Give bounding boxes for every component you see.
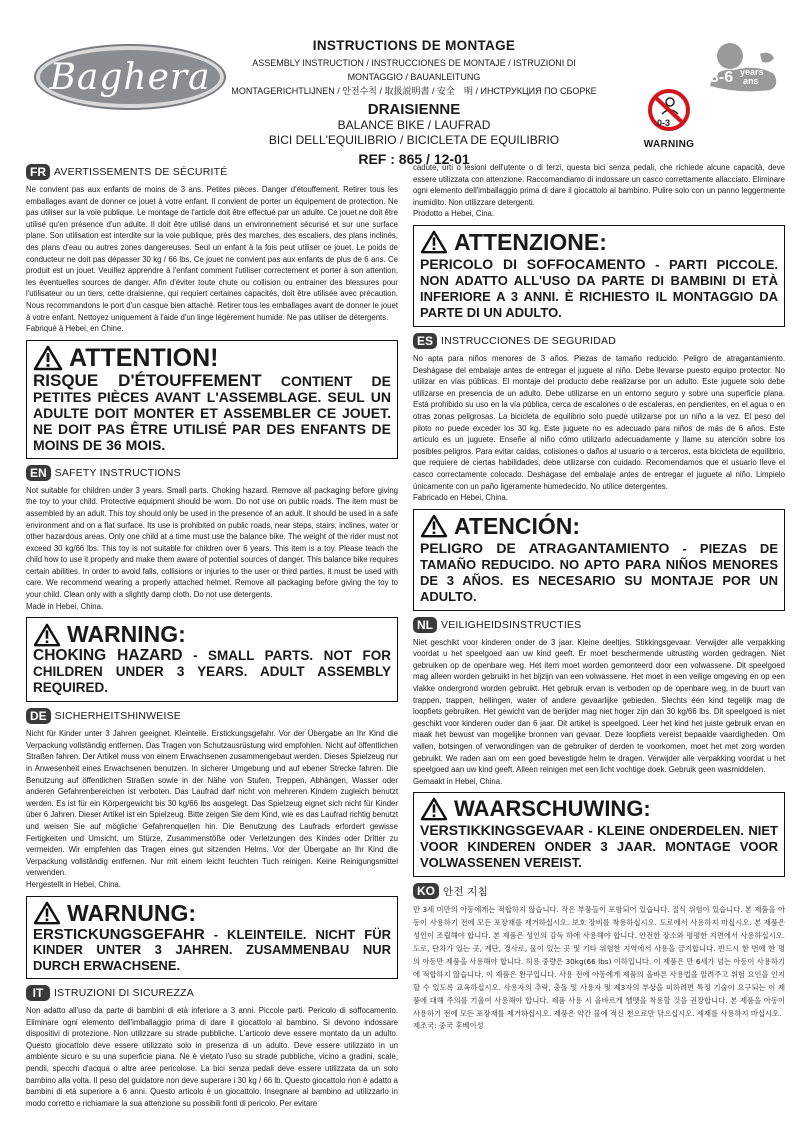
warning-triangle-icon [33, 345, 63, 371]
ko-badge: KO [413, 883, 439, 899]
ko-safety-text: 만 3세 미만의 아동에게는 적합하지 않습니다. 작은 부품들이 포함되어 있습니다. 질식 위험이 있습니다. 본 제품을 아동이 사용하기 전에 모든 포장재를 제거하십시오. 보호 장비를 착용하십시오. 도로에서 사용하지 마십시오. 본 제품은 성인이 조립해야 합니다. 본 제품은 성인의 감독 하에 사용해야 합니다. 안전한 장소와 평평한 지면에서 사용하십시오. 도로, 단차가 있는 곳, 계단, 경사로, 물이 있는 곳 및 기타 위험한 지역에서 사용을 금지합니다. 반드시 한 번에 한 명의 아동만 제품을 사용해야 합니다. 허용 중량은 30kg(66 lbs) 이하입니다. 이 제품은 만 6세가 넘는 아동이 사용하기에 적합하지 않습니다. 이 제품은 완구입니다. 사용 전에 아동에게 제품의 올바른 사용법을 알려주고 위험 요인을 인지할 수 있도록 교육하십시오. 사용자의 추락, 충돌 및 사용자 및 제3자의 부상을 피하려면 특정 기술이 요구되는 이 제품에 대해 주의를 기울여 사용해야 합니다. 제품 사용 시 올바르게 헬멧을 착용할 것을 권장합니다. 본 제품을 아동이 사용하기 전에 모든 포장재를 제거하십시오. 제품은 약간 물에 적신 천으로만 닦으십시오. 세제를 사용하지 마십시오. [413, 905, 785, 1019]
warning-triangle-icon [420, 230, 448, 254]
age-unit-ans: ans [743, 76, 759, 86]
ko-made-in: 제조국: 중국 후베이성 [413, 1021, 484, 1031]
de-badge: DE [26, 708, 51, 724]
es-badge: ES [413, 333, 437, 349]
de-warning-heading: WARNUNG: [67, 899, 197, 926]
nl-warning-rest: - KLEINE ONDERDELEN. NIET VOOR KINDEREN ONDER 3 JAAR. MONTAGE VOOR VOLWASSENEN VEREIST. [420, 823, 778, 871]
nl-warning-box [413, 792, 785, 877]
nl-section-header [413, 617, 785, 633]
product-line-2: BICI DELL'EQUILIBRIO / BICICLETA DE EQUILIBRIO [268, 133, 560, 147]
child-silhouette-icon [700, 40, 784, 96]
de-safety-text: Nicht für Kinder unter 3 Jahren geeignet. Kleinteile. Erstickungsgefahr. Vor der Übergabe an Ihr Kind die Verpackung vollständig entfernen. Das Tragen von Schutzausrüstung wird empfohlen. Nicht auf öffentlichen Straßen fahren. Der Artikel muss von einem Erwachsenen zusammengebaut werden. Dieses Spielzeug nur in Anwesenheit eines Erwachsenen benutzen. In sicherer Umgebung und auf ebener Strecke fahren. Die Benutzung auf öffentlichen Straßen sowie in der Nähe von Stufen, Treppen, Abhängen, Wasser oder anderen Gefahrenbereichen ist verboten. Das Laufrad darf nicht von mehreren Kindern zugleich benutzt werden. Es ist für ein Körpergewicht bis 30 kg/66 lbs ausgelegt. Das Spielzeug eignet sich nicht für Kinder über 6 Jahren. Dieser Artikel ist ein Spielzeug. Bitte zeigen Sie dem Kind, wie es das Laufrad richtig benutzt und weisen Sie auf mögliche Gefahrenquellen hin. Die Benutzung des Laufrads erfordert gewisse Fertigkeiten und Umsicht, um Stürze, Zusammenstöße oder Verletzungen des Kindes oder Dritter zu vermeiden. Wir empfehlen das Tragen eines gut sitzenden Helms. Vor der Übergabe an Ihr Kind die Verpackung vollständig entfernen. Nur mit einem leicht feuchten Tuch reinigen. Keine Reinigungsmittel verwenden. [26, 729, 398, 878]
it-warning-title [420, 229, 778, 256]
fr-warning-box [26, 340, 398, 459]
de-warning-rest: - KLEINTEILE. NICHT FÜR KINDER UNTER 3 JAHREN. ZUSAMMENBAU NUR DURCH ERWACHSENE. [33, 926, 391, 973]
subtitle-line-2: MONTAGERICHTLIJNEN / 안전수칙 / 取扱説明書 / 安全 明 / ИНСТРУКЦИЯ ПО СБОРКЕ [231, 86, 597, 96]
ko-section-title: 안전 지침 [443, 885, 488, 898]
de-warning-desc [33, 927, 391, 974]
right-column [413, 162, 785, 1032]
warning-triangle-icon [420, 514, 448, 538]
product-line-1: BALANCE BIKE / LAUFRAD [337, 118, 491, 132]
warning-triangle-icon [420, 797, 448, 821]
age-warning-sign [642, 88, 696, 148]
en-section-title: SAFETY INSTRUCTIONS [54, 466, 181, 479]
page-title: INSTRUCTIONS DE MONTAGE [312, 38, 516, 53]
de-section-title: SICHERHEITSHINWEISE [54, 710, 181, 723]
warning-triangle-icon [33, 623, 61, 647]
en-section-header [26, 465, 398, 481]
fr-warning-desc [33, 370, 392, 453]
fr-section-title: AVERTISSEMENTS DE SÉCURITÉ [54, 166, 228, 178]
es-warning-heading: ATENCIÓN: [454, 512, 581, 539]
subtitle-line-1: ASSEMBLY INSTRUCTION / INSTRUCCIONES DE MONTAJE / ISTRUZIONI DI MONTAGGIO / BAUANLEITUNG [252, 58, 576, 82]
de-warning-title [33, 900, 391, 927]
it-badge: IT [26, 985, 50, 1001]
age-range: 3-6 [710, 69, 734, 86]
en-warning-box [26, 617, 398, 702]
fr-safety-text: Ne convient pas aux enfants de moins de 3 ans. Petites pièces. Danger d'étouffement. Retirer tous les emballages avant de donner ce jouet à votre enfant. Il convient de porter un équipement de protection. Ne pas utiliser sur la voie publique. Le montage de l'article doit être effectué par un adulte. Ce jouet ne doit être utilisé qu'en présence d'un adulte. Il doit être utilisé dans un environnement sécurisé et sur une surface plane. Son utilisation est interdite sur la voie publique, près des marches, des escaliers, des plans inclinés, des plans d'eau ou autres zones dangereuses. Seul un enfant à la fois peut utiliser ce jouet. Le poids de conducteur ne doit pas dépasser 30 kg / 66 lbs. Ce jouet ne convient pas aux enfants de plus de 6 ans. Ce produit est un jouet. Veuillez apprendre à l'enfant comment l'utiliser correctement et porter à son attention, les éventuelles sources de danger. Afin d'éviter toute chute ou collision ou entrainer des blessures pour l'utilisateur ou un tiers, cette draisienne, qui requiert certaines capacités, doit être utilisée avec précaution. Nous recommandons le port d'un casque bien attaché. Retirer tous les emballages avant de donner le jouet à votre enfant. Nettoyez uniquement à l'aide d'un linge légèrement humide. Ne pas utiliser de détergents. [26, 185, 398, 322]
it-warning-desc [420, 256, 778, 321]
nl-badge: NL [413, 617, 437, 633]
de-made-in: Hergestellt in Hebei, China. [26, 879, 121, 889]
it-warning-rest: - PARTI PICCOLE. NON ADATTO ALL'USO DA PARTE DI BAMBINI DI ETÀ INFERIORE A 3 ANNI. È RICHIESTO IL MONTAGGIO DA PARTE DI UN ADULTO. [420, 256, 778, 320]
age-badge [700, 40, 784, 96]
it-warning-lead: PERICOLO DI SOFFOCAMENTO [420, 255, 646, 272]
fr-warning-title [33, 344, 391, 373]
ko-section-header [413, 883, 785, 899]
product-ref: REF : 865 / 12-01 [358, 151, 470, 167]
en-safety-text: Not suitable for children under 3 years. Small parts. Choking hazard. Remove all packaging before giving the toy to your child. Protective equipment should be worn. Do not use on public roads. The item must be assembled by an adult. This toy should only be used in the presence of an adult. It should be used in a safe environment and on a flat surface. Its use is prohibited on public roads, near steps, stairs, inclines, water or other hazardous areas. Only one child at a time must use the balance bike. The weight of the rider must not exceed 30 kg/66 lbs. This toy is not suitable for children over 6 years. This item is a toy. Please teach the child how to use it properly and make them aware of potential sources of danger. This balance bike requires certain abilities. In order to avoid falls, collisions or injuries to the user or third parties, it must be used with care. We recommend wearing a properly attached helmet. Remove all packaging before giving the toy to your child. Clean only with a slightly damp cloth. Do not use detergents. [26, 485, 398, 600]
fr-warning-lead: RISQUE D'ÉTOUFFEMENT [33, 370, 262, 390]
fr-section-header [26, 164, 398, 180]
en-made-in: Made in Hebei, China. [26, 601, 104, 611]
es-warning-title [420, 513, 778, 540]
de-warning-box [26, 896, 398, 980]
es-warning-lead: PELIGRO DE ATRAGANTAMIENTO [420, 539, 670, 556]
brand-name: Baghera [49, 56, 211, 98]
fr-warning-rest: CONTIENT DE PETITES PIÈCES AVANT L'ASSEMBLAGE. SEUL UN ADULTE DOIT MONTER ET ASSEMBLER CE JOUET. NE DOIT PAS ÊTRE UTILISÉ PAR DES ENFANTS DE MOINS DE 36 MOIS. [33, 372, 392, 453]
it-warning-box [413, 225, 785, 327]
header [0, 0, 808, 167]
es-warning-rest: - PIEZAS DE TAMAÑO REDUCIDO. NO APTO PARA NIÑOS MENORES DE 3 AÑOS. ES NECESARIO SU MONTAJE POR UN ADULTO. [420, 540, 778, 604]
es-section-title: INSTRUCCIONES DE SEGURIDAD [441, 334, 616, 347]
es-safety-text: No apta para niños menores de 3 años. Piezas de tamaño reducido. Peligro de atragantamiento. Deshágase del embalaje antes de entregar el juguete al niño. Debe llevarse puesto equipo protector. No utilizar en vías públicas. El montaje del producto debe realizarse por un adulto. Este juguete solo debe utilizarse en presencia de un adulto. Debe utilizarse en un entorno seguro y sobre una superficie plana. Está prohibido su uso en la vía pública, cerca de escalones o de escaleras, en pendientes, en el agua o en otras zonas peligrosas. La bicicleta de equilibrio solo puede utilizarse por un niño a la vez. El peso del piloto no puede exceder los 30 kg. Este juguete no es adecuado para niños de más de 6 años. Este artículo es un juguete. Enseñe al niño cómo utilizarlo adecuadamente y llame su atención sobre los posibles peligros. Para evitar caídas, colisiones o daños al usuario o a terceros, esta bicicleta de equilibrio, que requiere de ciertas habilidades, debe utilizarse con cuidado. Recomendamos que el usuario lleve el casco correctamente colocado. Deshágase del embalaje antes de entregar el juguete al niño. Limpielo únicamente con un paño ligeramente humedecido. No utilice detergentes. [413, 353, 785, 491]
es-warning-box [413, 509, 785, 611]
it-section-title: ISTRUZIONI DI SICUREZZA [54, 987, 194, 1000]
en-warning-heading: WARNING: [67, 621, 186, 648]
nl-section-title: VEILIGHEIDSINSTRUCTIES [441, 618, 582, 631]
en-warning-desc [33, 648, 391, 696]
product-name: DRAISIENNE [367, 101, 461, 118]
fr-badge: FR [26, 164, 50, 180]
it-safety-text-continued: cadute, urti o lesioni dell'utente o di terzi, questa bici senza pedali, che richiede alcune capacità, deve essere utilizzata con attenzione. Raccomandiamo di indossare un casco correttamente allacciato. Eliminare ogni elemento dell'imballaggio prima di dare il giocattolo al bambino. Pulire solo con un panno leggermente inumidito. Non utilizzare detergenti. [413, 163, 785, 207]
prohibited-age-icon [646, 88, 692, 132]
brand-logo [36, 46, 224, 108]
it-warning-heading: ATTENZIONE: [454, 228, 607, 255]
fr-made-in: Fabriqué à Hebei, en Chine. [26, 324, 124, 334]
left-column [26, 162, 398, 1109]
it-section-header [26, 985, 398, 1001]
es-made-in: Fabricado en Hebei, China. [413, 493, 508, 503]
warning-label: WARNING [643, 139, 695, 150]
warning-triangle-icon [33, 901, 61, 925]
age-unit-years: years [740, 67, 764, 77]
it-safety-text: Non adatto all'uso da parte di bambini di età inferiore a 3 anni. Piccole parti. Pericolo di soffocamento. Eliminare ogni elemento dell'imballaggio prima di dare il giocattolo al bambino. Si devono indossare dispositivi di protezione. Non utilizzare su strade pubbliche. L'articolo deve essere montato da un adulto. Questo giocattolo deve essere utilizzato solo in presenza di un adulto. Deve essere utilizzato in un ambiente sicuro e su una superficie piana. Ne è vietato l'uso su strade pubbliche, vicino a gradini, scale, pendii, specchi d'acqua o altre aree pericolose. La bici senza pedali deve essere utilizzata da un solo bambino alla volta. Il peso del guidatore non deve superare i 30 kg / 66 lb. Questo giocattolo non è adatto a bambini di età superiore a 6 anni. Questo articolo è un giocattolo. Insegnare al bambino ad utilizzarlo in modo corretto e richiamare la sua attenzione su possibili fonti di pericolo. Per evitare [26, 1006, 398, 1108]
fr-warning-heading: ATTENTION! [69, 343, 219, 372]
en-warning-title [33, 621, 391, 648]
nl-warning-desc [420, 822, 778, 871]
it-made-in: Prodotto a Hebei, Cina. [413, 209, 495, 219]
es-section-header [413, 333, 785, 349]
nl-warning-lead: VERSTIKKINGSGEVAAR [420, 822, 584, 839]
de-warning-lead: ERSTICKUNGSGEFAHR [33, 925, 205, 943]
de-section-header [26, 708, 398, 724]
nl-safety-text: Niet geschikt voor kinderen onder de 3 jaar. Kleine deeltjes. Stikkingsgevaar. Verwijder alle verpakking voordat u het speelgoed aan uw kind geeft. Er moet beschermende uitrusting worden gedragen. Niet gebruiken op de openbare weg. Het item moet worden gemonteerd door een volwassene. Dit speelgoed mag alleen worden gebruikt in het bijzijn van een volwassene. Het moet in een veilige omgeving en op een vlakke ondergrond worden gebruikt. Het gebruik ervan is verboden op de openbare weg, in de buurt van trappen, trappen, hellingen, water of andere gevaarlijke gebieden. Slechts één kind tegelijk mag de loopfiets gebruiken. Het gewicht van de berijder mag niet hoger zijn dan 30 kg/66 lbs. Dit speelgoed is niet geschikt voor kinderen ouder dan 6 jaar. Dit artikel is speelgoed. Leer het kind het juiste gebruik ervan en maak het bewust van mogelijke bronnen van gevaar. Deze loopfiets vereist bepaalde vaardigheden. Om vallen, botsingen of verwondingen van de gebruiker of derden te voorkomen, moet het met zorg worden gebruikt. We raden aan om een goed bevestigde helm te dragen. Verwijder alle verpakking voordat u het speelgoed aan uw kind geeft. Alleen reinigen met een licht vochtige doek. Gebruik geen wasmiddelen. [413, 637, 785, 775]
header-text [224, 38, 604, 167]
en-badge: EN [26, 465, 51, 481]
prohibited-age-range: 0-3 [657, 118, 671, 128]
nl-warning-heading: WAARSCHUWING: [454, 796, 651, 822]
es-warning-desc [420, 540, 778, 605]
en-warning-rest: - SMALL PARTS. NOT FOR CHILDREN UNDER 3 YEARS. ADULT ASSEMBLY REQUIRED. [33, 648, 392, 696]
en-warning-lead: CHOKING HAZARD [33, 647, 183, 665]
nl-warning-title [420, 796, 778, 822]
nl-made-in: Gemaakt in Hebei, China. [413, 776, 503, 786]
